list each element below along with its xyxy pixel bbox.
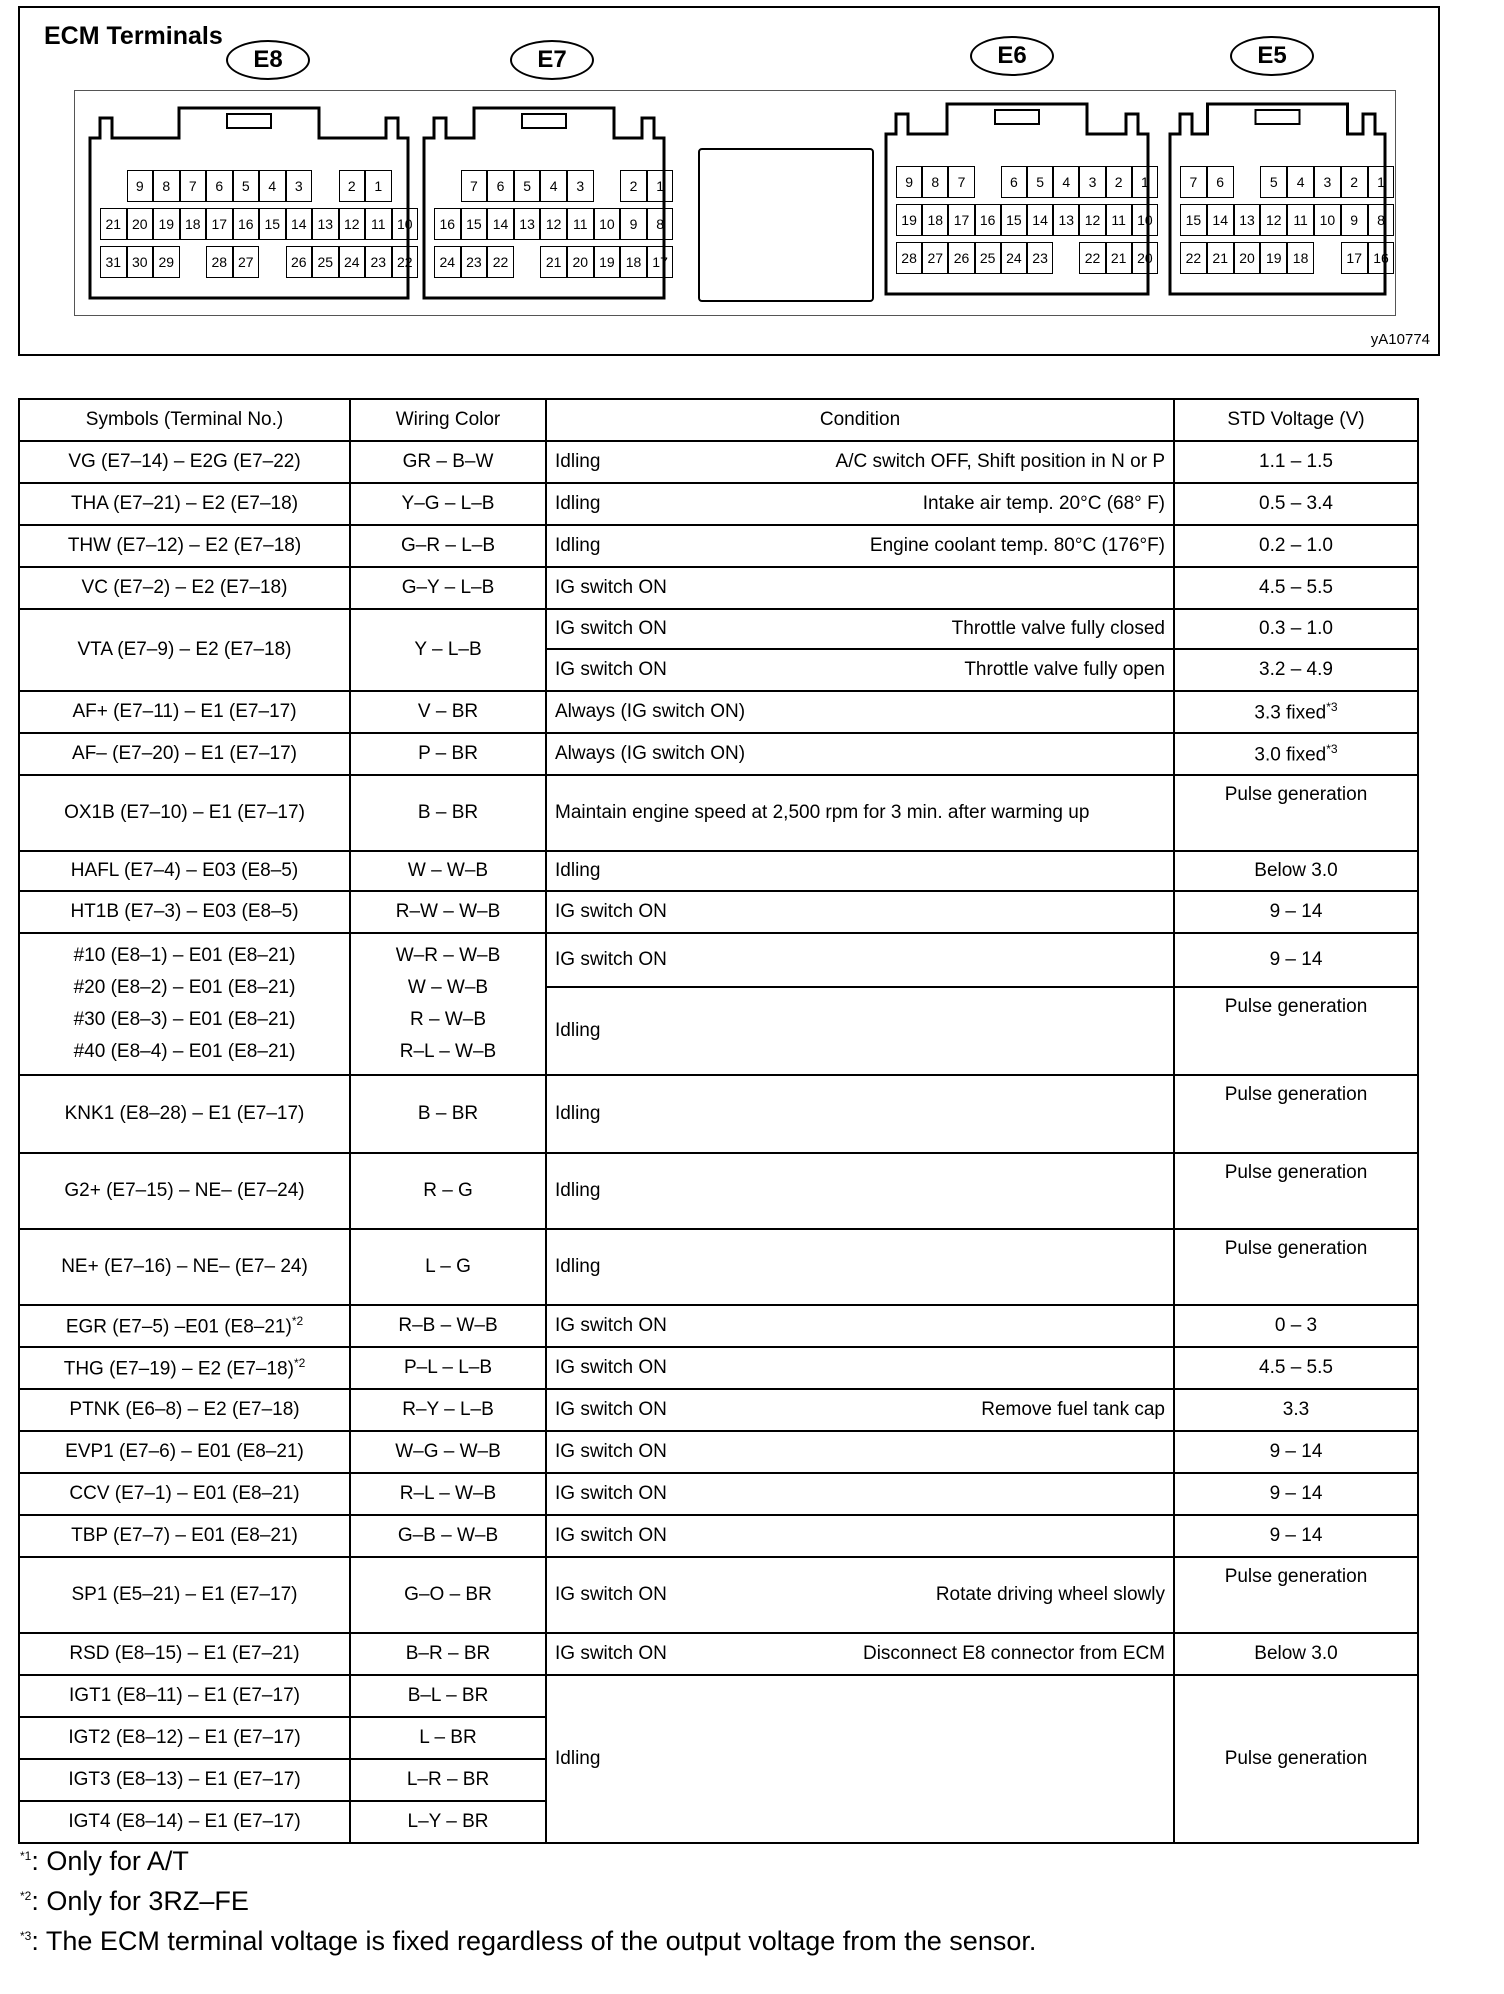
pin-e7-24: 24 — [434, 246, 461, 278]
footnote-mark: *1 — [20, 1849, 32, 1863]
voltage-cell: 0.3 – 1.0 — [1174, 609, 1418, 649]
condition-text: IG switch ON — [555, 1643, 667, 1664]
wiring-cell: R–L – W–B — [350, 1473, 546, 1515]
symbol-cell — [19, 933, 350, 1075]
symbol-cell: IGT2 (E8–12) – E1 (E7–17) — [19, 1717, 350, 1759]
voltage-cell: 9 – 14 — [1174, 1473, 1418, 1515]
pin-e8-9: 9 — [127, 170, 154, 202]
pin-e7-22: 22 — [487, 246, 514, 278]
pin-e5-16: 16 — [1368, 242, 1395, 274]
pin-e6-15: 15 — [1001, 204, 1027, 236]
voltage-cell: 3.2 – 4.9 — [1174, 649, 1418, 691]
injector-symbol: #40 (E8–4) – E01 (E8–21) — [73, 1041, 296, 1062]
condition-cell: Idling — [546, 1075, 1174, 1153]
connector-label-e8: E8 — [226, 40, 310, 80]
pin-e7-15: 15 — [461, 208, 488, 240]
table-row — [19, 1347, 1418, 1389]
symbol-cell: HAFL (E7–4) – E03 (E8–5) — [19, 851, 350, 891]
table-row — [19, 1389, 1418, 1431]
pin-e7-18: 18 — [620, 246, 647, 278]
connector-label-e6: E6 — [970, 36, 1054, 76]
symbol-cell: VC (E7–2) – E2 (E7–18) — [19, 567, 350, 609]
pin-e7-empty — [514, 246, 541, 278]
condition-cell: Idling — [546, 987, 1174, 1075]
symbol-cell: KNK1 (E8–28) – E1 (E7–17) — [19, 1075, 350, 1153]
condition-cell: Always (IG switch ON) — [546, 691, 1174, 733]
pin-e5-9: 9 — [1341, 204, 1368, 236]
condition-cell: Maintain engine speed at 2,500 rpm for 3 min. after warming up — [546, 775, 1174, 851]
voltage-cell: Below 3.0 — [1174, 851, 1418, 891]
pin-e8-14: 14 — [286, 208, 313, 240]
pin-e7-12: 12 — [540, 208, 567, 240]
condition-detail: Throttle valve fully closed — [951, 618, 1165, 639]
wiring-cell: B–R – BR — [350, 1633, 546, 1675]
pin-e5-3: 3 — [1314, 166, 1341, 198]
table-row — [19, 483, 1418, 525]
wiring-cell: G–B – W–B — [350, 1515, 546, 1557]
condition-cell: IG switch ON — [546, 1305, 1174, 1347]
pin-e5-18: 18 — [1287, 242, 1314, 274]
pin-e6-13: 13 — [1053, 204, 1079, 236]
symbol-cell — [19, 1305, 350, 1347]
pin-e8-empty — [180, 246, 207, 278]
pin-e8-29: 29 — [153, 246, 180, 278]
pin-e8-8: 8 — [153, 170, 180, 202]
voltage-value: 3.3 fixed — [1254, 702, 1327, 724]
voltage-cell: 9 – 14 — [1174, 1515, 1418, 1557]
pin-e6-9: 9 — [896, 166, 922, 198]
pin-e6-4: 4 — [1053, 166, 1079, 198]
pin-e8-13: 13 — [312, 208, 339, 240]
pin-e5-empty — [1234, 166, 1261, 198]
condition-text: Idling — [555, 451, 601, 472]
condition-cell — [546, 441, 1174, 483]
wiring-cell: R – G — [350, 1153, 546, 1229]
voltage-cell: Pulse generation — [1174, 987, 1418, 1075]
pin-e5-11: 11 — [1287, 204, 1314, 236]
pin-e6-empty — [1053, 242, 1079, 274]
pin-e7-3: 3 — [567, 170, 594, 202]
wiring-cell: G–R – L–B — [350, 525, 546, 567]
pin-e6-18: 18 — [922, 204, 948, 236]
pin-e7-16: 16 — [434, 208, 461, 240]
pin-e6-empty — [975, 166, 1001, 198]
condition-cell: IG switch ON — [546, 1515, 1174, 1557]
pin-e8-30: 30 — [127, 246, 154, 278]
footnote-mark: *2 — [20, 1889, 32, 1903]
table-row — [19, 1229, 1418, 1305]
symbol-text: THG (E7–19) – E2 (E7–18) — [63, 1358, 294, 1380]
injector-wire: R–L – W–B — [399, 1041, 497, 1062]
wiring-cell: L–Y – BR — [350, 1801, 546, 1843]
pin-e8-20: 20 — [127, 208, 154, 240]
pin-e8-15: 15 — [259, 208, 286, 240]
condition-cell — [546, 1633, 1174, 1675]
wiring-cell: GR – B–W — [350, 441, 546, 483]
pin-e7-13: 13 — [514, 208, 541, 240]
pin-e8-21: 21 — [100, 208, 127, 240]
pin-e7-8: 8 — [647, 208, 674, 240]
condition-text: IG switch ON — [555, 1584, 667, 1605]
condition-detail: Intake air temp. 20°C (68° F) — [922, 493, 1165, 514]
header-symbols: Symbols (Terminal No.) — [19, 399, 350, 441]
pin-e6-6: 6 — [1001, 166, 1027, 198]
symbol-cell: OX1B (E7–10) – E1 (E7–17) — [19, 775, 350, 851]
voltage-cell: 0.5 – 3.4 — [1174, 483, 1418, 525]
condition-cell: Idling — [546, 851, 1174, 891]
pin-e5-4: 4 — [1287, 166, 1314, 198]
pin-e8-31: 31 — [100, 246, 127, 278]
table-row — [19, 525, 1418, 567]
table-row — [19, 1675, 1418, 1717]
pin-e8-12: 12 — [339, 208, 366, 240]
pin-e8-10: 10 — [392, 208, 419, 240]
header-voltage: STD Voltage (V) — [1174, 399, 1418, 441]
voltage-cell: 3.3 — [1174, 1389, 1418, 1431]
pin-e5-6: 6 — [1207, 166, 1234, 198]
voltage-cell: Pulse generation — [1174, 1075, 1418, 1153]
voltage-cell: 9 – 14 — [1174, 933, 1418, 987]
symbol-cell: EVP1 (E7–6) – E01 (E8–21) — [19, 1431, 350, 1473]
table-row — [19, 933, 1418, 987]
header-wiring: Wiring Color — [350, 399, 546, 441]
condition-cell: Idling — [546, 1153, 1174, 1229]
voltage-cell: 9 – 14 — [1174, 1431, 1418, 1473]
table-row — [19, 1075, 1418, 1153]
condition-cell — [546, 483, 1174, 525]
pin-e8-6: 6 — [206, 170, 233, 202]
pin-e7-20: 20 — [567, 246, 594, 278]
table-row — [19, 733, 1418, 775]
voltage-cell — [1174, 733, 1418, 775]
pin-e6-20: 20 — [1132, 242, 1158, 274]
diagram-title: ECM Terminals — [44, 22, 223, 50]
condition-cell — [546, 649, 1174, 691]
pin-e8-empty — [312, 170, 339, 202]
condition-text: IG switch ON — [555, 618, 667, 639]
pin-e8-25: 25 — [312, 246, 339, 278]
pin-e6-14: 14 — [1027, 204, 1053, 236]
pin-e6-21: 21 — [1106, 242, 1132, 274]
condition-cell: IG switch ON — [546, 1431, 1174, 1473]
wiring-cell — [350, 933, 546, 1075]
pin-e8-3: 3 — [286, 170, 313, 202]
pin-e8-24: 24 — [339, 246, 366, 278]
pin-e6-16: 16 — [975, 204, 1001, 236]
wiring-cell: B – BR — [350, 1075, 546, 1153]
symbol-cell: IGT4 (E8–14) – E1 (E7–17) — [19, 1801, 350, 1843]
pin-e7-empty — [594, 170, 621, 202]
wiring-cell: R–B – W–B — [350, 1305, 546, 1347]
table-header-row — [19, 399, 1418, 441]
footnote-mark: *3 — [20, 1929, 32, 1943]
condition-cell — [546, 609, 1174, 649]
wiring-cell: L – G — [350, 1229, 546, 1305]
voltage-cell: Below 3.0 — [1174, 1633, 1418, 1675]
voltage-cell: 0 – 3 — [1174, 1305, 1418, 1347]
pin-e6-8: 8 — [922, 166, 948, 198]
wiring-cell: R–W – W–B — [350, 891, 546, 933]
pin-e5-19: 19 — [1260, 242, 1287, 274]
wiring-cell: L – BR — [350, 1717, 546, 1759]
pin-e8-23: 23 — [365, 246, 392, 278]
pin-e5-13: 13 — [1234, 204, 1261, 236]
condition-detail: Disconnect E8 connector from ECM — [862, 1643, 1165, 1664]
pin-e5-17: 17 — [1341, 242, 1368, 274]
wiring-cell: P–L – L–B — [350, 1347, 546, 1389]
voltage-value: 3.0 fixed — [1254, 744, 1327, 766]
wiring-cell: L–R – BR — [350, 1759, 546, 1801]
pin-e7-6: 6 — [487, 170, 514, 202]
table-row — [19, 1305, 1418, 1347]
footnote — [20, 1926, 1036, 1966]
wiring-cell: G–O – BR — [350, 1557, 546, 1633]
symbol-cell — [19, 1347, 350, 1389]
wiring-cell: P – BR — [350, 733, 546, 775]
table-row — [19, 775, 1418, 851]
symbol-cell: IGT1 (E8–11) – E1 (E7–17) — [19, 1675, 350, 1717]
pin-e6-22: 22 — [1079, 242, 1105, 274]
voltage-cell — [1174, 691, 1418, 733]
symbol-cell: PTNK (E6–8) – E2 (E7–18) — [19, 1389, 350, 1431]
table-row — [19, 609, 1418, 649]
voltage-cell: Pulse generation — [1174, 1557, 1418, 1633]
pin-e6-11: 11 — [1106, 204, 1132, 236]
injector-wire: W – W–B — [407, 977, 489, 998]
pin-e8-2: 2 — [339, 170, 366, 202]
pin-e6-3: 3 — [1079, 166, 1105, 198]
footnote-text: : Only for 3RZ–FE — [31, 1886, 249, 1916]
footnote-mark: *3 — [1326, 741, 1338, 756]
table-row — [19, 851, 1418, 891]
pin-e6-17: 17 — [948, 204, 974, 236]
pin-e7-1: 1 — [647, 170, 674, 202]
wiring-cell: G–Y – L–B — [350, 567, 546, 609]
symbol-cell: SP1 (E5–21) – E1 (E7–17) — [19, 1557, 350, 1633]
pin-e7-7: 7 — [461, 170, 488, 202]
symbol-cell: CCV (E7–1) – E01 (E8–21) — [19, 1473, 350, 1515]
terminal-table — [18, 398, 1419, 1844]
pin-e6-12: 12 — [1079, 204, 1105, 236]
pin-e5-10: 10 — [1314, 204, 1341, 236]
pin-e5-21: 21 — [1207, 242, 1234, 274]
footnote-text: : Only for A/T — [31, 1846, 189, 1876]
pin-e8-empty — [259, 246, 286, 278]
voltage-cell: 4.5 – 5.5 — [1174, 1347, 1418, 1389]
condition-cell: Always (IG switch ON) — [546, 733, 1174, 775]
table-row — [19, 567, 1418, 609]
pin-e6-24: 24 — [1001, 242, 1027, 274]
pin-e6-27: 27 — [922, 242, 948, 274]
injector-wire: R – W–B — [409, 1009, 487, 1030]
pin-e8-5: 5 — [233, 170, 260, 202]
condition-text: Idling — [555, 493, 601, 514]
pin-e7-17: 17 — [647, 246, 674, 278]
pin-e8-18: 18 — [180, 208, 207, 240]
symbol-cell: THW (E7–12) – E2 (E7–18) — [19, 525, 350, 567]
pin-e7-9: 9 — [620, 208, 647, 240]
condition-text: IG switch ON — [555, 1399, 667, 1420]
pin-e6-25: 25 — [975, 242, 1001, 274]
symbol-cell: HT1B (E7–3) – E03 (E8–5) — [19, 891, 350, 933]
wiring-cell: B–L – BR — [350, 1675, 546, 1717]
table-row — [19, 691, 1418, 733]
condition-cell: IG switch ON — [546, 933, 1174, 987]
table-row — [19, 1153, 1418, 1229]
condition-detail: Throttle valve fully open — [964, 659, 1165, 680]
footnote-text: : The ECM terminal voltage is fixed regardless of the output voltage from the sensor. — [31, 1926, 1037, 1956]
pin-e6-19: 19 — [896, 204, 922, 236]
pin-e8-17: 17 — [206, 208, 233, 240]
pin-e6-5: 5 — [1027, 166, 1053, 198]
condition-cell: IG switch ON — [546, 891, 1174, 933]
symbol-cell: RSD (E8–15) – E1 (E7–21) — [19, 1633, 350, 1675]
pin-e5-20: 20 — [1234, 242, 1261, 274]
voltage-cell: 1.1 – 1.5 — [1174, 441, 1418, 483]
condition-cell — [546, 525, 1174, 567]
table-row — [19, 441, 1418, 483]
condition-cell: Idling — [546, 1675, 1174, 1843]
pin-e7-11: 11 — [567, 208, 594, 240]
wiring-cell: V – BR — [350, 691, 546, 733]
pin-e8-27: 27 — [233, 246, 260, 278]
symbol-cell: IGT3 (E8–13) – E1 (E7–17) — [19, 1759, 350, 1801]
pin-e8-4: 4 — [259, 170, 286, 202]
symbol-cell: NE+ (E7–16) – NE– (E7– 24) — [19, 1229, 350, 1305]
pin-e7-2: 2 — [620, 170, 647, 202]
condition-cell — [546, 1557, 1174, 1633]
pin-e5-1: 1 — [1368, 166, 1395, 198]
injector-symbol: #20 (E8–2) – E01 (E8–21) — [73, 977, 296, 998]
connector-label-e5: E5 — [1230, 36, 1314, 76]
pin-e8-19: 19 — [153, 208, 180, 240]
wiring-cell: W–G – W–B — [350, 1431, 546, 1473]
pin-e8-7: 7 — [180, 170, 207, 202]
injector-wire: W–R – W–B — [395, 945, 501, 966]
table-row — [19, 891, 1418, 933]
pin-e6-1: 1 — [1132, 166, 1158, 198]
voltage-cell: Pulse generation — [1174, 775, 1418, 851]
symbol-cell: AF– (E7–20) – E1 (E7–17) — [19, 733, 350, 775]
pin-e7-10: 10 — [594, 208, 621, 240]
pin-e5-15: 15 — [1180, 204, 1207, 236]
condition-detail: Rotate driving wheel slowly — [935, 1584, 1165, 1605]
voltage-cell: 0.2 – 1.0 — [1174, 525, 1418, 567]
pin-e6-7: 7 — [948, 166, 974, 198]
symbol-cell: VTA (E7–9) – E2 (E7–18) — [19, 609, 350, 691]
wiring-cell: Y–G – L–B — [350, 483, 546, 525]
pin-e7-5: 5 — [514, 170, 541, 202]
table-row — [19, 1473, 1418, 1515]
symbol-cell: TBP (E7–7) – E01 (E8–21) — [19, 1515, 350, 1557]
pin-e8-1: 1 — [365, 170, 392, 202]
symbol-cell: THA (E7–21) – E2 (E7–18) — [19, 483, 350, 525]
table-row — [19, 1515, 1418, 1557]
pin-e6-10: 10 — [1132, 204, 1158, 236]
wiring-cell: B – BR — [350, 775, 546, 851]
pin-e6-23: 23 — [1027, 242, 1053, 274]
pin-e5-22: 22 — [1180, 242, 1207, 274]
pin-e7-14: 14 — [487, 208, 514, 240]
pin-e5-14: 14 — [1207, 204, 1234, 236]
footnote-mark: *3 — [1326, 699, 1338, 714]
pin-e7-21: 21 — [540, 246, 567, 278]
footnote — [20, 1886, 1036, 1926]
voltage-cell: 4.5 – 5.5 — [1174, 567, 1418, 609]
symbol-cell: G2+ (E7–15) – NE– (E7–24) — [19, 1153, 350, 1229]
pin-e8-11: 11 — [365, 208, 392, 240]
pin-e7-23: 23 — [461, 246, 488, 278]
blank-connector-slot — [698, 148, 874, 302]
pin-e5-2: 2 — [1341, 166, 1368, 198]
condition-cell — [546, 1389, 1174, 1431]
condition-cell: IG switch ON — [546, 1473, 1174, 1515]
injector-symbol: #30 (E8–3) – E01 (E8–21) — [73, 1009, 296, 1030]
condition-detail: Remove fuel tank cap — [981, 1399, 1165, 1420]
condition-cell: IG switch ON — [546, 1347, 1174, 1389]
wiring-cell: W – W–B — [350, 851, 546, 891]
pin-e5-empty — [1314, 242, 1341, 274]
condition-text: Idling — [555, 535, 601, 556]
table-row — [19, 1431, 1418, 1473]
condition-cell: Idling — [546, 1229, 1174, 1305]
pin-e5-7: 7 — [1180, 166, 1207, 198]
condition-detail: Engine coolant temp. 80°C (176°F) — [869, 535, 1165, 556]
figure-id: yA10774 — [1370, 331, 1430, 348]
pin-e5-5: 5 — [1260, 166, 1287, 198]
condition-text: IG switch ON — [555, 659, 667, 680]
ecm-terminal-diagram — [18, 6, 1440, 356]
symbol-cell: VG (E7–14) – E2G (E7–22) — [19, 441, 350, 483]
table-row — [19, 1633, 1418, 1675]
wiring-cell: Y – L–B — [350, 609, 546, 691]
pin-e8-22: 22 — [392, 246, 419, 278]
header-condition: Condition — [546, 399, 1174, 441]
footnote-mark: *2 — [293, 1355, 306, 1370]
symbol-text: EGR (E7–5) –E01 (E8–21) — [65, 1316, 292, 1338]
pin-e5-8: 8 — [1368, 204, 1395, 236]
table-row — [19, 1557, 1418, 1633]
pin-e7-19: 19 — [594, 246, 621, 278]
symbol-cell: AF+ (E7–11) – E1 (E7–17) — [19, 691, 350, 733]
voltage-cell: Pulse generation — [1174, 1153, 1418, 1229]
voltage-cell: Pulse generation — [1174, 1675, 1418, 1843]
condition-cell: IG switch ON — [546, 567, 1174, 609]
injector-symbol: #10 (E8–1) – E01 (E8–21) — [73, 945, 296, 966]
pin-e5-12: 12 — [1260, 204, 1287, 236]
voltage-cell: Pulse generation — [1174, 1229, 1418, 1305]
pin-e6-2: 2 — [1106, 166, 1132, 198]
pin-e8-28: 28 — [206, 246, 233, 278]
pin-e6-28: 28 — [896, 242, 922, 274]
footnote-mark: *2 — [291, 1313, 304, 1328]
pin-e7-4: 4 — [540, 170, 567, 202]
pin-e8-16: 16 — [233, 208, 260, 240]
voltage-cell: 9 – 14 — [1174, 891, 1418, 933]
condition-detail: A/C switch OFF, Shift position in N or P — [835, 451, 1165, 472]
footnotes — [20, 1846, 1036, 1966]
connector-label-e7: E7 — [510, 40, 594, 80]
wiring-cell: R–Y – L–B — [350, 1389, 546, 1431]
pin-e8-26: 26 — [286, 246, 313, 278]
footnote — [20, 1846, 1036, 1886]
pin-e6-26: 26 — [948, 242, 974, 274]
